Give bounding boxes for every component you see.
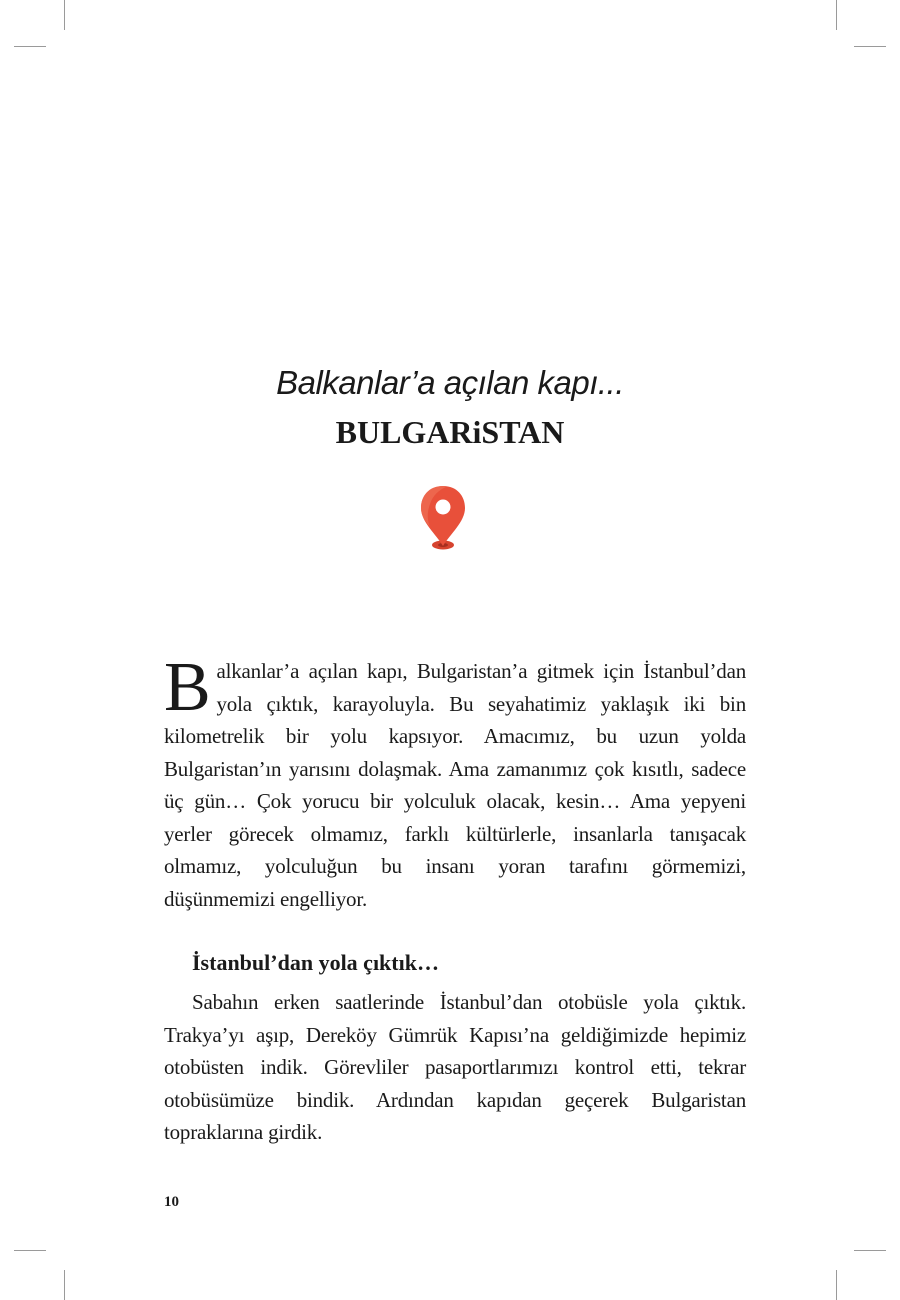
chapter-title: BULGARiSTAN (335, 414, 565, 450)
crop-mark-top-left-vertical (64, 0, 65, 30)
crop-mark-bottom-right-vertical (836, 1270, 837, 1300)
chapter-subtitle: Balkanlar’a açılan kapı... (276, 364, 624, 401)
drop-cap: B (164, 649, 211, 726)
chapter-title-block (0, 362, 900, 452)
section-heading: İstanbul’dan yola çıktık… (192, 950, 439, 975)
crop-mark-top-right-horizontal (854, 46, 886, 47)
crop-mark-bottom-left-horizontal (14, 1250, 46, 1251)
crop-mark-top-left-horizontal (14, 46, 46, 47)
crop-mark-top-right-vertical (836, 0, 837, 30)
crop-mark-bottom-left-vertical (64, 1270, 65, 1300)
crop-mark-bottom-right-horizontal (854, 1250, 886, 1251)
location-pin-icon (418, 484, 468, 552)
page-number: 10 (164, 1194, 179, 1210)
intro-paragraph (164, 649, 746, 915)
intro-paragraph-text: alkanlar’a açılan kapı, Bulgaristan’a gitmek için İstanbul’dan yola çıktık, karayoluyla. Bu seyahatimiz yaklaşık iki bin kilometrelik bir yolu kapsıyor. Amacımız, bu uzun yolda Bulgaristan’ın yarısını dolaşmak. Ama zamanımız çok kısıtlı, sadece üç gün… Çok yorucu bir yolculuk olacak, kesin… Ama yepyeni yerler görecek olmamız, farklı kültürlerle, insanlarla tanışacak olmamız, yolculuğun bu insanı yoran tarafını görmemizi, düşünmemizi engelliyor. (164, 659, 746, 911)
section-paragraph: Sabahın erken saatlerinde İstanbul’dan otobüsle yola çıktık. Trakya’yı aşıp, Dereköy Gümrük Kapısı’na geldiğimizde hepimiz otobüsten indik. Görevliler pasaportlarımızı kontrol etti, tekrar otobüsümüze bindik. Ardından kapıdan geçerek Bulgaristan topraklarına girdik. (164, 990, 746, 1144)
